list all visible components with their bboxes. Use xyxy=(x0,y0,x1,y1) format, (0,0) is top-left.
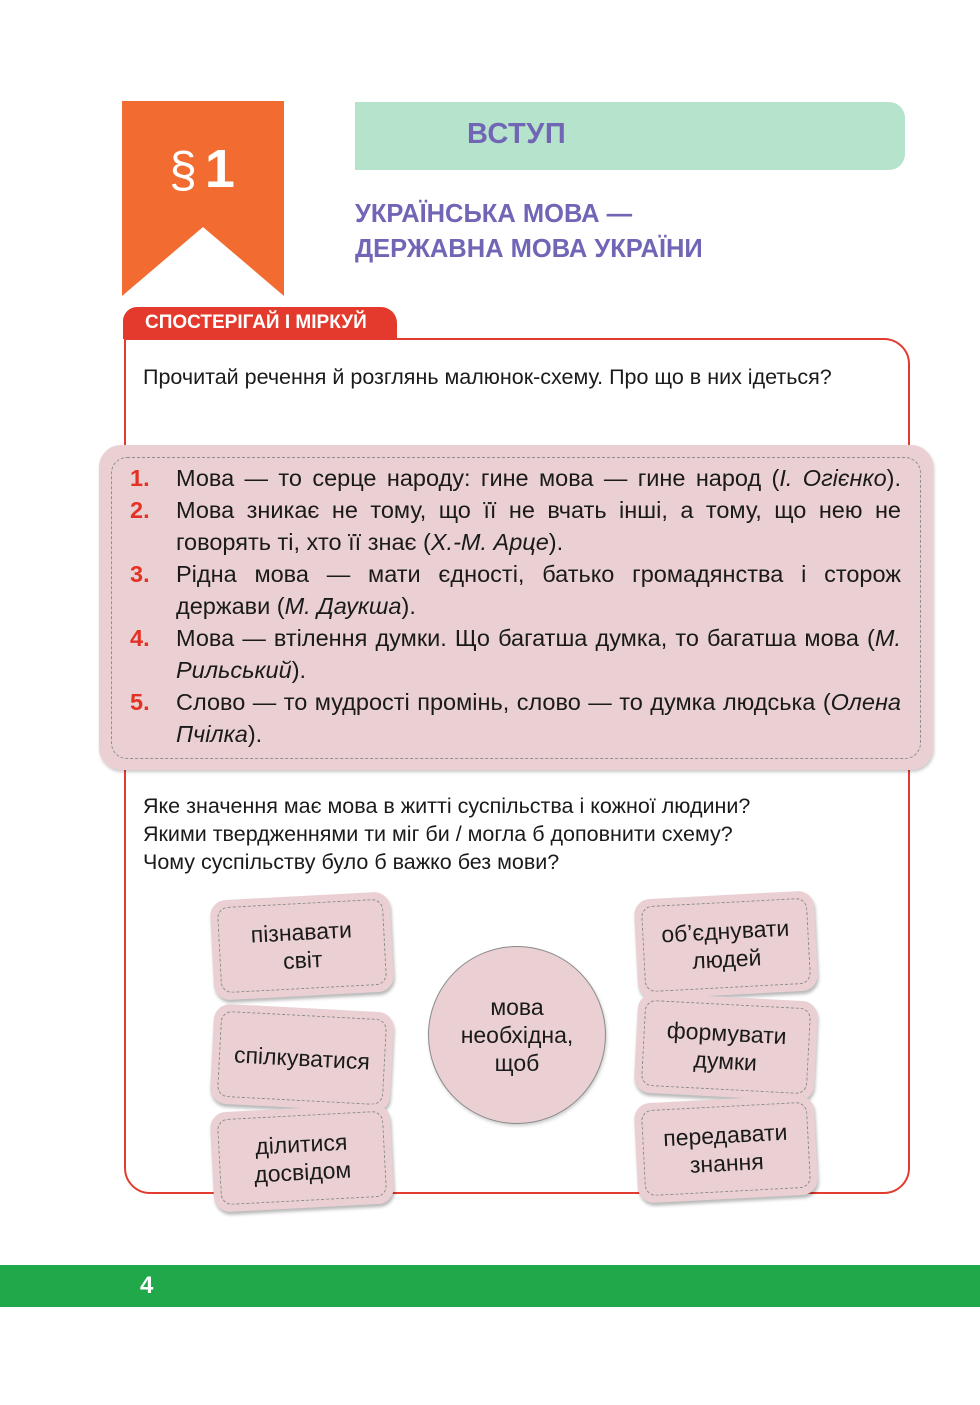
question-line: Чому суспільству було б важко без мови? xyxy=(143,850,560,874)
question-line: Якими твердженнями ти міг би / могла б доповнити схему? xyxy=(143,822,733,846)
header-band xyxy=(355,102,905,170)
question-line: Яке значення має мова в житті суспільства і кожної людини? xyxy=(143,794,751,818)
quote-author: М. Рильський xyxy=(176,625,901,683)
quote-item xyxy=(130,622,901,686)
quote-item xyxy=(130,558,901,622)
quote-item xyxy=(130,494,901,558)
quote-text: Мова — втілення думки. Що багатша думка, то багатша мова (М. Рильський). xyxy=(176,625,901,683)
page-number: 4 xyxy=(140,1272,154,1299)
quote-item xyxy=(130,462,901,494)
quote-number: 3. xyxy=(130,561,150,587)
quote-text: Слово — то мудрості промінь, слово — то думка людська (Олена Пчілка). xyxy=(176,689,901,747)
quote-author: Х.-М. Арце xyxy=(430,529,549,555)
section-number xyxy=(122,138,284,200)
scheme-card: формувати думки xyxy=(634,992,819,1101)
scheme-card: спілкуватися xyxy=(210,1003,395,1112)
quote-number: 4. xyxy=(130,625,150,651)
section-digit: 1 xyxy=(204,139,237,199)
scheme-card: ділитися досвідом xyxy=(210,1103,395,1212)
questions xyxy=(143,792,883,876)
quote-author: М. Даукша xyxy=(284,593,402,619)
quote-text: Мова — то серце народу: гине мова — гине народ (І. Огієнко). xyxy=(176,465,902,491)
quote-number: 5. xyxy=(130,689,150,715)
header-label: ВСТУП xyxy=(467,118,567,150)
topic-title-line: ДЕРЖАВНА МОВА УКРАЇНИ xyxy=(355,235,703,263)
task-intro: Прочитай речення й розглянь малюнок-схему. Про що в них ідеться? xyxy=(143,365,832,389)
scheme-card: пізнавати світ xyxy=(210,891,395,1000)
section-symbol: § xyxy=(169,142,199,198)
scheme-card: передавати знання xyxy=(634,1094,819,1203)
topic-title xyxy=(355,197,915,267)
scheme-center: мова необхідна, щоб xyxy=(428,946,606,1124)
scheme-card: об’єднувати людей xyxy=(634,890,819,999)
task-tab: СПОСТЕРІГАЙ І МІРКУЙ xyxy=(123,307,397,339)
quote-text: Рідна мова — мати єдності, батько громадянства і сторож держави (М. Даукша). xyxy=(176,561,901,619)
quote-author: Олена Пчілка xyxy=(176,689,901,747)
topic-title-line: УКРАЇНСЬКА МОВА — xyxy=(355,200,633,228)
quote-text: Мова зникає не тому, що її не вчать інші, а тому, що нею не говорять ті, хто її знає (Х.-М. Арце). xyxy=(176,497,901,555)
quote-author: І. Огієнко xyxy=(779,465,887,491)
quote-item xyxy=(130,686,901,750)
quote-number: 1. xyxy=(130,465,150,491)
quote-number: 2. xyxy=(130,497,150,523)
